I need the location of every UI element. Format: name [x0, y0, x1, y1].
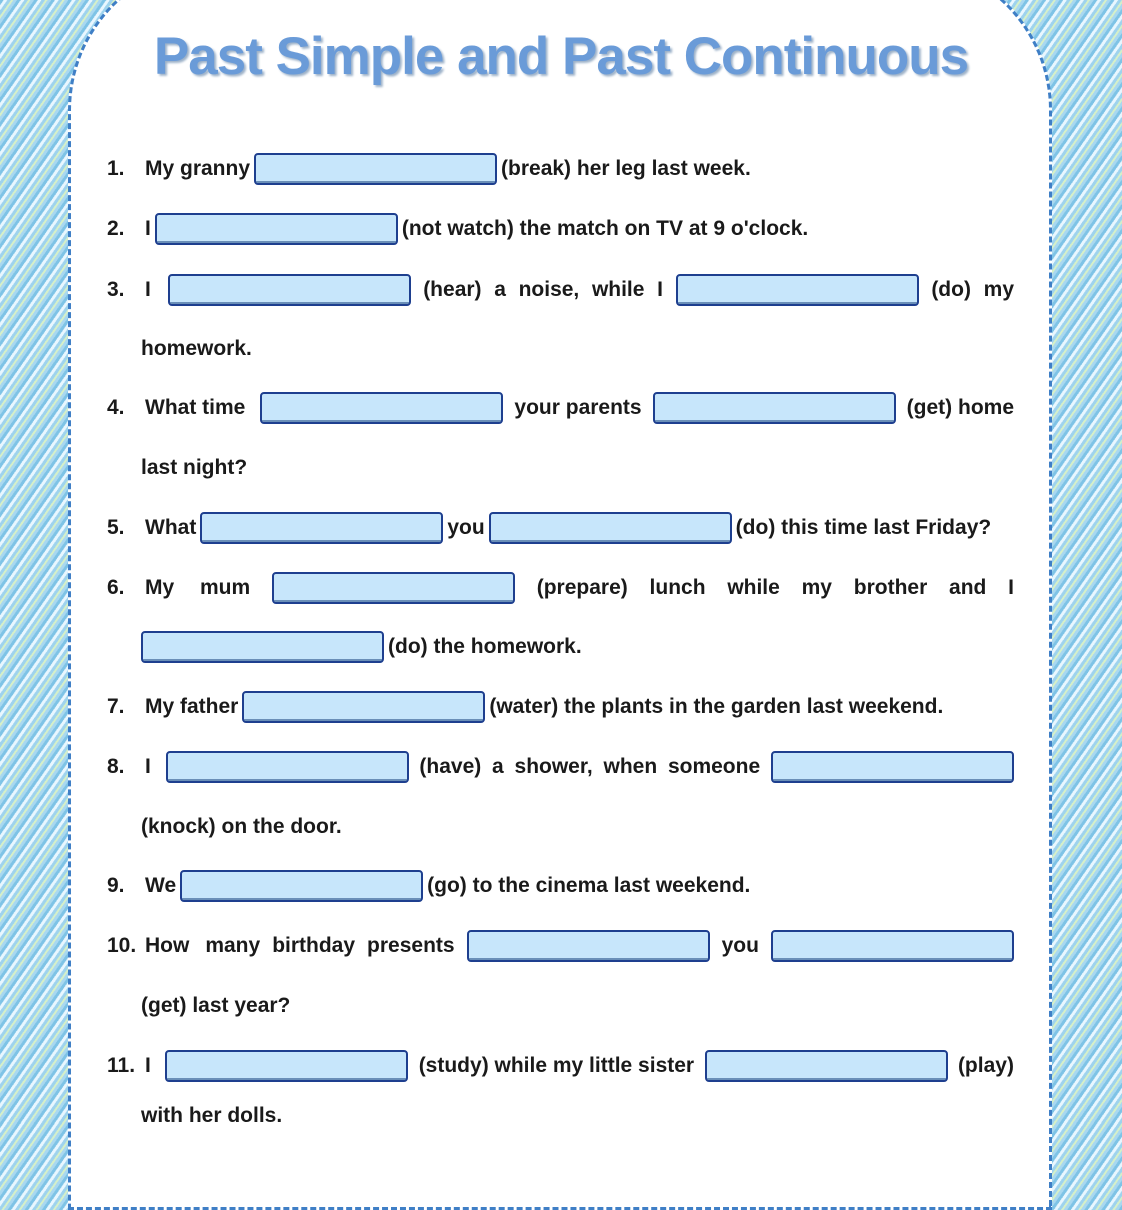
- question-text: my: [983, 278, 1014, 301]
- question-number: 1.: [107, 157, 125, 180]
- question-text: My: [145, 576, 175, 599]
- answer-box-4a[interactable]: [260, 392, 503, 424]
- answer-box-7[interactable]: [242, 691, 485, 723]
- answer-box-2[interactable]: [155, 213, 398, 245]
- question-text: a: [492, 755, 504, 778]
- question-text: (not watch) the match on TV at 9 o'clock.: [401, 217, 809, 240]
- question-4-continued: [141, 450, 1014, 486]
- answer-box-8b[interactable]: [771, 751, 1014, 783]
- question-3: [107, 272, 1014, 308]
- question-2: [107, 211, 1014, 247]
- question-number: 3.: [107, 278, 125, 301]
- question-text: shower,: [514, 755, 593, 778]
- question-text: (do) the homework.: [388, 635, 582, 658]
- question-text: I: [1008, 576, 1014, 599]
- question-text: noise,: [518, 278, 580, 301]
- answer-box-10a[interactable]: [467, 930, 710, 962]
- question-text: (get) last year?: [141, 994, 291, 1017]
- question-text: (go) to the cinema last weekend.: [427, 874, 751, 897]
- question-text: you: [447, 516, 485, 539]
- question-text: I: [657, 278, 663, 301]
- question-text: birthday: [272, 934, 356, 957]
- question-1: [107, 151, 1014, 187]
- question-text: (have): [419, 755, 482, 778]
- answer-box-3b[interactable]: [676, 274, 919, 306]
- question-text: What time: [145, 396, 246, 419]
- question-text: a: [494, 278, 506, 301]
- question-8: [107, 749, 1014, 785]
- answer-box-5a[interactable]: [200, 512, 443, 544]
- question-text: My father: [145, 695, 239, 718]
- question-5: [107, 510, 1014, 546]
- question-11-continued: [141, 1098, 1014, 1134]
- question-text: last night?: [141, 456, 248, 479]
- question-text: mum: [199, 576, 251, 599]
- answer-box-8a[interactable]: [166, 751, 409, 783]
- question-text: I: [145, 755, 151, 778]
- question-10-continued: [141, 988, 1014, 1024]
- question-text: your parents: [514, 396, 642, 419]
- question-text: How: [145, 934, 190, 957]
- question-number: 10.: [107, 934, 137, 957]
- question-text: I: [145, 1054, 151, 1077]
- worksheet-title: Past Simple and Past Continuous: [153, 27, 969, 86]
- question-text: My granny: [145, 157, 251, 180]
- question-8-continued: [141, 809, 1014, 845]
- question-text: (break) her leg last week.: [501, 157, 751, 180]
- question-text: homework.: [141, 337, 252, 360]
- question-text: (get) home: [906, 396, 1014, 419]
- question-text: lunch: [649, 576, 706, 599]
- answer-box-5b[interactable]: [489, 512, 732, 544]
- question-text: with her dolls.: [141, 1104, 283, 1127]
- answer-box-11b[interactable]: [705, 1050, 948, 1082]
- question-text: you: [721, 934, 759, 957]
- question-number: 5.: [107, 516, 125, 539]
- question-text: presents: [367, 934, 455, 957]
- question-number: 7.: [107, 695, 125, 718]
- question-number: 11.: [107, 1054, 136, 1077]
- question-text: and: [949, 576, 987, 599]
- question-6-continued: [141, 629, 1014, 665]
- question-text: when: [603, 755, 658, 778]
- question-text: What: [145, 516, 197, 539]
- answer-box-6a[interactable]: [272, 572, 515, 604]
- question-text: I: [145, 217, 151, 240]
- question-text: (water) the plants in the garden last weekend.: [489, 695, 944, 718]
- question-text: (study) while my little sister: [418, 1054, 695, 1077]
- question-number: 6.: [107, 576, 125, 599]
- question-text: We: [145, 874, 177, 897]
- question-3-continued: [141, 331, 1014, 367]
- answer-box-9[interactable]: [180, 870, 423, 902]
- question-text: (prepare): [536, 576, 628, 599]
- question-text: my: [801, 576, 832, 599]
- question-text: many: [205, 934, 261, 957]
- question-11: [107, 1048, 1014, 1084]
- question-text: (knock) on the door.: [141, 815, 342, 838]
- question-number: 4.: [107, 396, 125, 419]
- question-9: [107, 868, 1014, 904]
- question-10: [107, 928, 1014, 964]
- question-7: [107, 689, 1014, 725]
- question-text: brother: [853, 576, 928, 599]
- question-number: 8.: [107, 755, 125, 778]
- answer-box-11a[interactable]: [165, 1050, 408, 1082]
- answer-box-1[interactable]: [254, 153, 497, 185]
- answer-box-10b[interactable]: [771, 930, 1014, 962]
- question-4: [107, 390, 1014, 426]
- answer-box-6b[interactable]: [141, 631, 384, 663]
- answer-box-4b[interactable]: [653, 392, 896, 424]
- question-number: 9.: [107, 874, 125, 897]
- question-text: (do): [931, 278, 971, 301]
- question-text: (hear): [423, 278, 482, 301]
- question-number: 2.: [107, 217, 125, 240]
- answer-box-3a[interactable]: [168, 274, 411, 306]
- question-text: someone: [667, 755, 761, 778]
- question-text: (play): [957, 1054, 1014, 1077]
- question-text: while: [727, 576, 780, 599]
- question-text: (do) this time last Friday?: [735, 516, 992, 539]
- question-text: I: [145, 278, 151, 301]
- question-text: while: [591, 278, 645, 301]
- question-6: [107, 570, 1014, 606]
